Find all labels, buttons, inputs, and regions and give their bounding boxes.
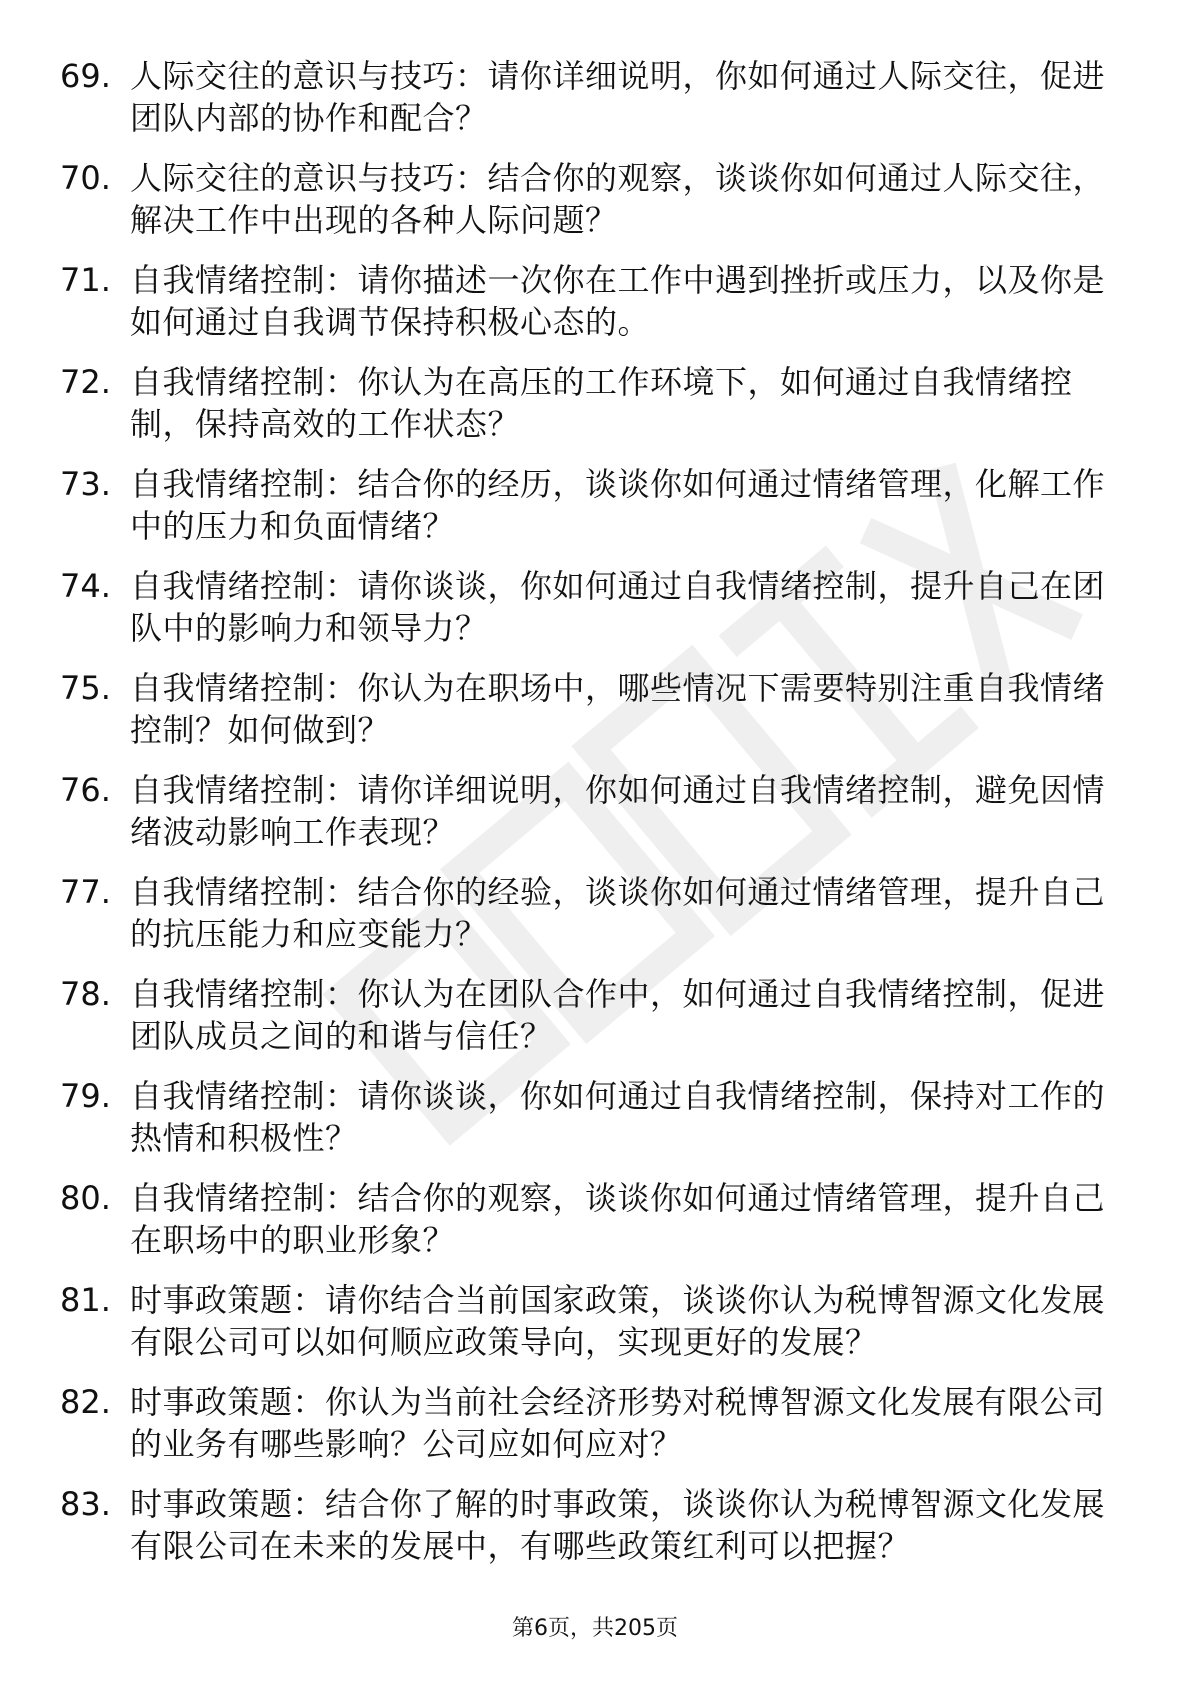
question-item (60, 361, 1130, 445)
question-text: 自我情绪控制：你认为在团队合作中，如何通过自我情绪控制，促进团队成员之间的和谐与信任？ (130, 975, 1106, 1055)
question-item (60, 871, 1130, 955)
question-number: 77. (60, 873, 111, 911)
question-text: 时事政策题：请你结合当前国家政策，谈谈你认为税博智源文化发展有限公司可以如何顺应政策导向，实现更好的发展？ (130, 1281, 1106, 1361)
question-item (60, 1279, 1130, 1363)
question-text: 时事政策题：结合你了解的时事政策，谈谈你认为税博智源文化发展有限公司在未来的发展中，有哪些政策红利可以把握？ (130, 1485, 1106, 1565)
question-item (60, 463, 1130, 547)
question-number: 83. (60, 1485, 111, 1523)
question-item (60, 667, 1130, 751)
question-item (60, 1483, 1130, 1567)
question-number: 76. (60, 771, 111, 809)
question-number: 75. (60, 669, 111, 707)
question-number: 74. (60, 567, 111, 605)
question-text: 人际交往的意识与技巧：请你详细说明，你如何通过人际交往，促进团队内部的协作和配合？ (130, 57, 1106, 137)
question-item (60, 55, 1130, 139)
question-item (60, 1075, 1130, 1159)
page-number: 第6页，共205页 (512, 1616, 678, 1641)
question-item (60, 973, 1130, 1057)
question-number: 71. (60, 261, 111, 299)
question-number: 80. (60, 1179, 111, 1217)
question-number: 70. (60, 159, 111, 197)
question-item (60, 157, 1130, 241)
question-number: 82. (60, 1383, 111, 1421)
question-text: 自我情绪控制：结合你的经历，谈谈你如何通过情绪管理，化解工作中的压力和负面情绪？ (130, 465, 1106, 545)
question-text: 自我情绪控制：请你谈谈，你如何通过自我情绪控制，保持对工作的热情和积极性？ (130, 1077, 1106, 1157)
question-item (60, 1381, 1130, 1465)
question-item (60, 1177, 1130, 1261)
question-number: 72. (60, 363, 111, 401)
question-text: 时事政策题：你认为当前社会经济形势对税博智源文化发展有限公司的业务有哪些影响？公司应如何应对？ (130, 1383, 1106, 1463)
question-text: 自我情绪控制：请你描述一次你在工作中遇到挫折或压力，以及你是如何通过自我调节保持积极心态的。 (130, 261, 1106, 341)
question-item (60, 259, 1130, 343)
question-number: 79. (60, 1077, 111, 1115)
question-number: 78. (60, 975, 111, 1013)
question-number: 73. (60, 465, 111, 503)
question-text: 人际交往的意识与技巧：结合你的观察，谈谈你如何通过人际交往，解决工作中出现的各种人际问题？ (130, 159, 1106, 239)
question-text: 自我情绪控制：请你谈谈，你如何通过自我情绪控制，提升自己在团队中的影响力和领导力？ (130, 567, 1106, 647)
question-text: 自我情绪控制：请你详细说明，你如何通过自我情绪控制，避免因情绪波动影响工作表现？ (130, 771, 1106, 851)
question-text: 自我情绪控制：结合你的观察，谈谈你如何通过情绪管理，提升自己在职场中的职业形象？ (130, 1179, 1106, 1259)
question-number: 81. (60, 1281, 111, 1319)
question-item (60, 565, 1130, 649)
question-text: 自我情绪控制：结合你的经验，谈谈你如何通过情绪管理，提升自己的抗压能力和应变能力？ (130, 873, 1106, 953)
question-text: 自我情绪控制：你认为在高压的工作环境下，如何通过自我情绪控制，保持高效的工作状态？ (130, 363, 1073, 443)
question-number: 69. (60, 57, 111, 95)
page-footer (0, 1615, 1190, 1643)
question-list (60, 55, 1130, 1585)
question-text: 自我情绪控制：你认为在职场中，哪些情况下需要特别注重自我情绪控制？如何做到？ (130, 669, 1106, 749)
question-item (60, 769, 1130, 853)
